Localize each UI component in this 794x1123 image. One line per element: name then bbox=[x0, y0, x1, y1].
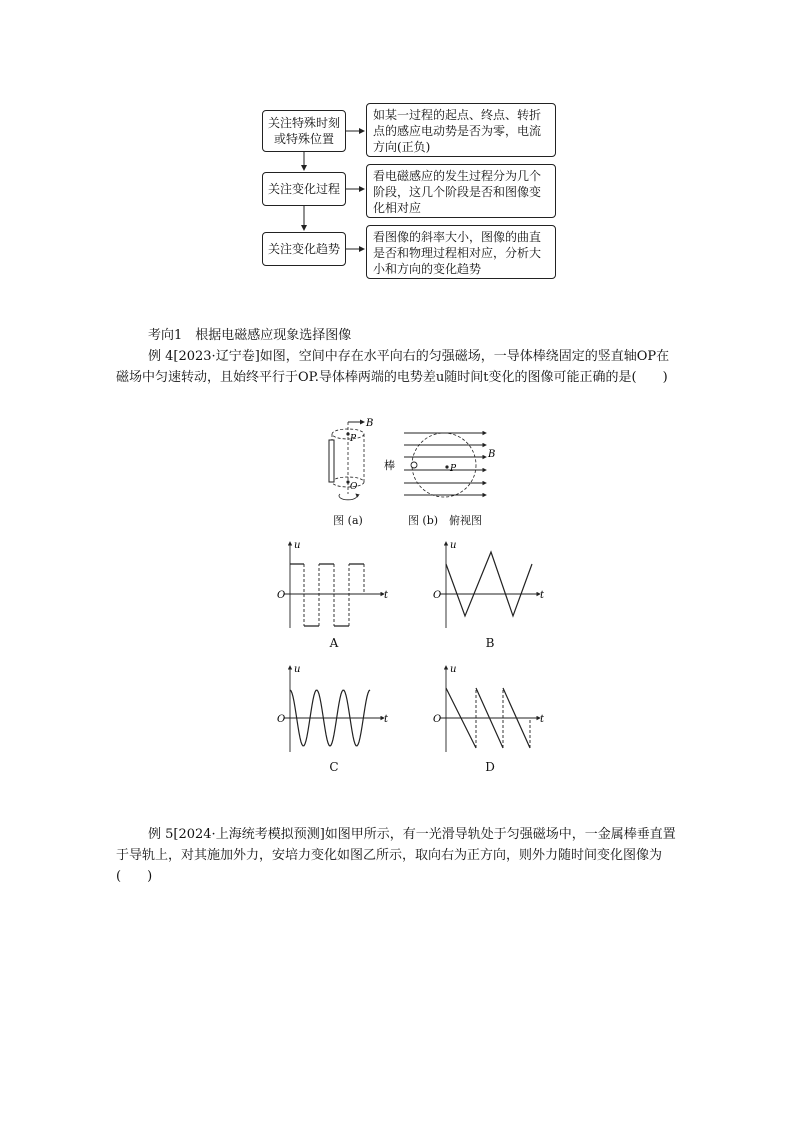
graph-a-t-label: t bbox=[384, 590, 389, 601]
caption-fig-b: 图 (b) 俯视图 bbox=[407, 514, 483, 527]
graph-d-t-label: t bbox=[540, 714, 545, 725]
graph-c-u-label: u bbox=[294, 664, 301, 675]
figure-b bbox=[382, 425, 502, 505]
rotation-circle bbox=[412, 433, 476, 497]
flow-right-text-3: 看图像的斜率大小，图像的曲直是否和物理过程相对应，分析大小和方向的变化趋势 bbox=[373, 230, 542, 276]
graph-c-t-label: t bbox=[384, 714, 389, 725]
option-c-label[interactable]: C bbox=[329, 760, 339, 774]
flow-left-label-1: 关注特殊时刻或特殊位置 bbox=[267, 116, 340, 146]
label-b-b: B bbox=[488, 449, 496, 460]
section-title: 考向1 根据电磁感应现象选择图像 bbox=[148, 328, 352, 343]
example-5-text bbox=[116, 824, 678, 887]
flow-left-label-2: 关注变化过程 bbox=[267, 182, 340, 196]
graph-c-o-label: O bbox=[277, 714, 286, 725]
graph-b-u-label: u bbox=[450, 540, 457, 551]
rod bbox=[329, 440, 334, 482]
graph-c bbox=[277, 664, 389, 752]
graph-a bbox=[277, 540, 389, 628]
label-p-b: P bbox=[450, 464, 457, 474]
flow-left-label-3: 关注变化趋势 bbox=[267, 242, 340, 256]
flow-right-text-2: 看电磁感应的发生过程分为几个阶段，这几个阶段是否和图像变化相对应 bbox=[373, 169, 542, 215]
rod-top-view bbox=[411, 462, 417, 468]
graph-b-o-label: O bbox=[433, 590, 442, 601]
label-rod: 棒 bbox=[384, 459, 395, 472]
graph-d-u-label: u bbox=[450, 664, 457, 675]
caption-fig-a: 图 (a) bbox=[333, 514, 363, 527]
label-p-a: P bbox=[350, 434, 357, 444]
option-b-label[interactable]: B bbox=[485, 636, 495, 650]
graph-b-t-label: t bbox=[540, 590, 545, 601]
graph-d-o-label: O bbox=[433, 714, 442, 725]
rotation-arrow bbox=[339, 494, 357, 500]
figure-a bbox=[318, 414, 388, 514]
point-p-b bbox=[445, 465, 448, 468]
option-d-label[interactable]: D bbox=[485, 760, 495, 774]
option-a-label[interactable]: A bbox=[329, 636, 339, 650]
graph-a-o-label: O bbox=[277, 590, 286, 601]
graph-b-curve bbox=[446, 552, 532, 616]
label-o-a: O bbox=[350, 482, 358, 492]
example-5-body: 例 5[2024·上海统考模拟预测]如图甲所示，有一光滑导轨处于匀强磁场中，一金属棒垂直置于导轨上，对其施加外力，安培力变化如图乙所示，取向右为正方向，则外力随时间变化图像为( ) bbox=[116, 827, 676, 884]
graph-a-u-label: u bbox=[294, 540, 301, 551]
example-4-text bbox=[116, 346, 678, 388]
graph-b bbox=[433, 540, 545, 628]
flow-arrows bbox=[0, 0, 794, 300]
option-graphs bbox=[0, 530, 794, 760]
graph-d bbox=[433, 664, 545, 752]
example-4-body: 例 4[2023·辽宁卷]如图，空间中存在水平向右的匀强磁场，一导体棒绕固定的竖直轴OP在磁场中匀速转动，且始终平行于OP.导体棒两端的电势差u随时间t变化的图像可能正确的是( ) bbox=[116, 349, 670, 385]
flow-right-text-1: 如某一过程的起点、终点、转折点的感应电动势是否为零，电流方向(正负) bbox=[373, 108, 542, 154]
label-b-a: B bbox=[366, 418, 374, 429]
graph-a-curve bbox=[290, 564, 364, 626]
